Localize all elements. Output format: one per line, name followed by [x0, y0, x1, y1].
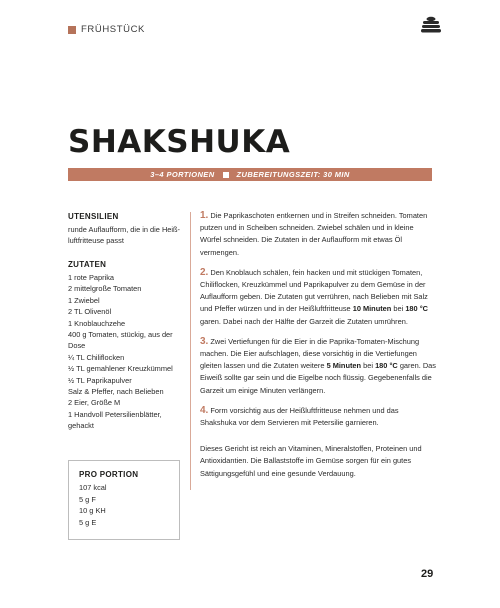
chapter-label: FRÜHSTÜCK — [81, 24, 145, 35]
page-number: 29 — [421, 568, 434, 580]
pancake-stack-icon — [420, 15, 442, 35]
ingredient-item: 1 Zwiebel — [68, 295, 100, 305]
step-number: 3. — [200, 335, 209, 347]
nutrition-box — [68, 460, 180, 540]
servings-label: 3–4 PORTIONEN — [150, 170, 215, 179]
ingredient-item: 1 rote Paprika — [68, 273, 115, 282]
ingredient-item: 2 Eier, Größe M — [68, 398, 121, 408]
portion-item: 5 g E — [79, 517, 97, 527]
step-text: bei — [393, 304, 404, 314]
prep-time-label: ZUBEREITUNGSZEIT: 30 MIN — [236, 170, 350, 179]
ingredient-item: 2 TL Olivenöl — [68, 307, 112, 317]
portion-heading: PRO PORTION — [79, 470, 139, 479]
ingredient-item: ¼ TL Chiliflocken — [68, 352, 125, 362]
step-text: garen. Dabei nach der Hälfte der Garzeit die Zutaten umrühren. — [200, 316, 408, 326]
ingredient-item: 2 mittelgroße Tomaten — [68, 284, 142, 294]
ingredient-item: Salz & Pfeffer, nach Belieben — [68, 387, 164, 397]
chapter-marker — [68, 26, 76, 34]
step-3 — [200, 336, 436, 397]
ingredient-item: 1 Handvoll Petersilienblätter, gehackt — [68, 409, 162, 431]
step-number: 2. — [200, 266, 209, 278]
utensils-text: runde Auflaufform, die in die Heiß-luftfritteuse passt — [68, 225, 181, 245]
step-text: Zwei Vertiefungen für die Eier in die Paprika-Tomaten-Mischung machen. Die Eier aufschlagen, diese vorsichtig in die Vertiefungen gleiten lassen und die Zutaten weitere — [200, 336, 420, 371]
ingredient-item: ½ TL gemahlener Kreuzkümmel — [68, 364, 173, 374]
step-time: 10 Minuten — [352, 304, 392, 314]
step-time: 5 Minuten — [326, 361, 362, 371]
ingredient-item: 1 Knoblauchzehe — [68, 318, 126, 328]
step-4 — [200, 405, 436, 429]
recipe-info-band — [68, 168, 432, 181]
step-text: Form vorsichtig aus der Heißluftfritteuse nehmen und das Shakshuka vor dem Servieren mit Petersilie garnieren. — [200, 405, 399, 428]
utensils-heading: UTENSILIEN — [68, 212, 119, 221]
nutrition-note: Dieses Gericht ist reich an Vitaminen, Mineralstoffen, Proteinen und Antioxidantien. Die Ballaststoffe im Gemüse sorgen für ein gutes Sättigungsgefühl und eine gesunde Verdauung. — [200, 444, 422, 478]
step-text: Die Paprikaschoten entkernen und in Streifen schneiden. Tomaten putzen und in Scheiben schneiden. Zwiebel schälen und in kleine Würfel schneiden. Die Zutaten in der Auflaufform mit etwas Öl vermengen. — [200, 211, 428, 257]
ingredient-item: ½ TL Paprikapulver — [68, 375, 132, 385]
step-text: bei — [363, 361, 373, 371]
step-text: garen. Das Eiweiß sollte gar sein und die Eigelbe noch flüssig. Gegebenenfalls die Garzeit um einige Minuten verlängern. — [200, 361, 436, 395]
portion-item: 10 g KH — [79, 506, 106, 515]
portion-list — [79, 482, 169, 528]
step-1 — [200, 210, 436, 259]
ingredients-heading: ZUTATEN — [68, 260, 107, 269]
column-divider — [190, 212, 191, 490]
step-text: Den Knoblauch schälen, fein hacken und mit stückigen Tomaten, Chiliflocken, Kreuzkümmel und Paprikapulver zu dem Gemüse in der Auflaufform geben. Die Zutaten gut verrühren, nach Belieben mit Salz und Pfeffer würzen und in der Heißluftfritteuse — [200, 267, 428, 314]
portion-item: 107 kcal — [79, 483, 107, 492]
ingredients-list — [68, 272, 186, 432]
chapter-header — [68, 24, 145, 35]
step-2 — [200, 267, 436, 328]
ingredient-item: 400 g Tomaten, stückig, aus der Dose — [68, 330, 173, 351]
step-temperature: 180 °C — [405, 304, 428, 314]
step-temperature: 180 °C — [375, 361, 398, 371]
portion-item: 5 g F — [79, 494, 96, 504]
ingredients-column — [68, 212, 186, 432]
recipe-title: SHAKSHUKA — [68, 124, 291, 160]
step-number: 4. — [200, 404, 209, 416]
band-separator — [223, 172, 229, 178]
instructions-column — [200, 210, 436, 480]
step-number: 1. — [200, 210, 209, 221]
